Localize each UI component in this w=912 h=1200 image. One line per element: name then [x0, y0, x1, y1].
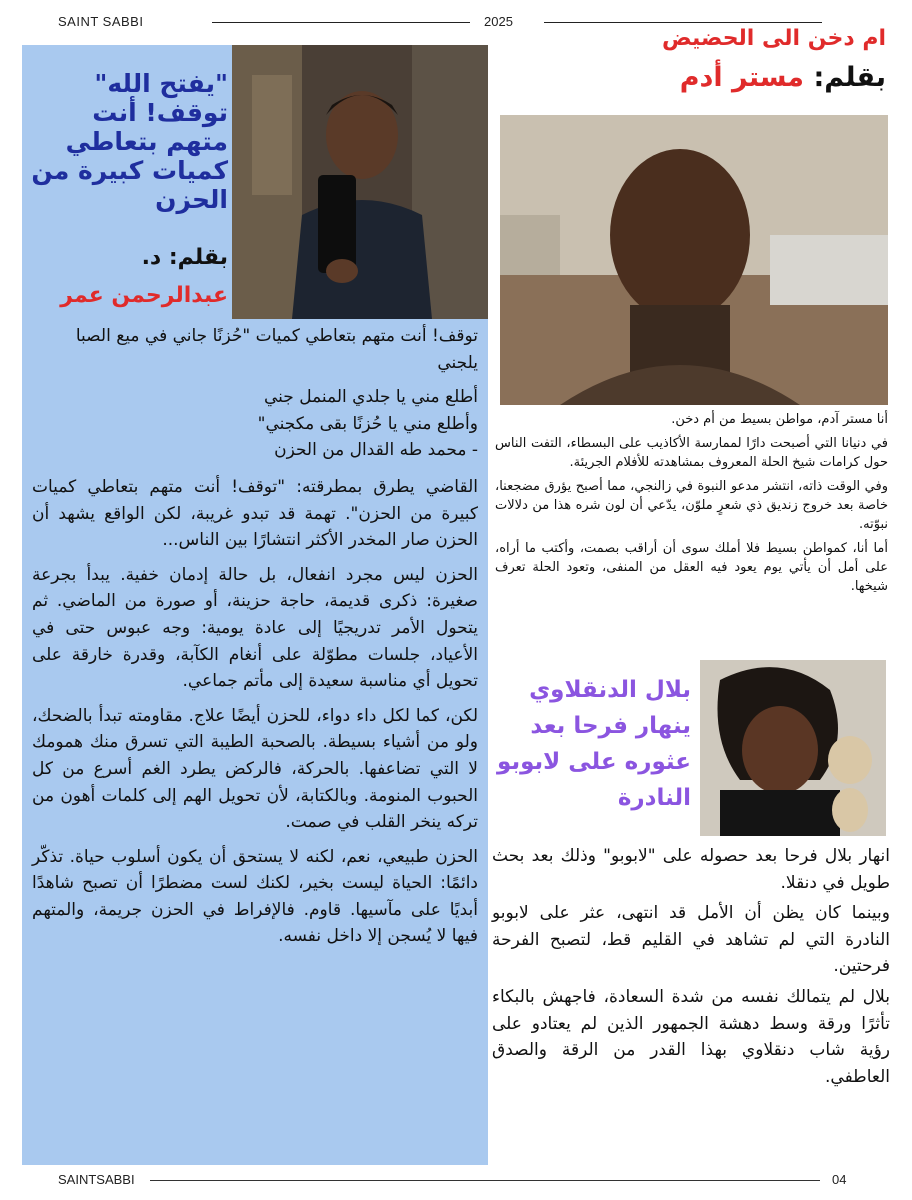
- right-byline-name: مستر أدم: [679, 62, 805, 93]
- header-rule-right: [544, 22, 822, 23]
- right-kicker: ام دخن الى الحضيض: [662, 26, 886, 51]
- bilal-headline: بلال الدنقلاوي ينهار فرحا بعد عثوره على لابوبو النادرة: [497, 677, 691, 811]
- left-byline-name: عبدالرحمن عمر: [60, 283, 228, 308]
- left-paragraph-3: لكن، كما لكل داء دواء، للحزن أيضًا علاج. مقاومته تبدأ بالضحك، ولو من أشياء بسيطة. بالصحبة الطيبة التي تسرق منك همومك لا التي تضاعفها. بالحركة، فالركض يطرد الغم أسرع من كل الحبوب المنومة. وبالكتابة، لأن تحويل الهم إلى كلمات أهون من تركه ينخر القلب في صمت.: [32, 705, 478, 833]
- header-rule-left: [212, 22, 470, 23]
- left-poem: [32, 384, 478, 464]
- mr-adam-photo: [500, 115, 888, 405]
- right-byline-prefix: بقلم:: [813, 62, 886, 93]
- author-portrait-illustration: [232, 45, 488, 319]
- left-article-panel: [22, 45, 488, 1165]
- bilal-illustration: [700, 660, 886, 836]
- right-paragraph-2: في دنيانا التي أصبحت دارًا لممارسة الأكاذيب على البسطاء، التفت الناس حول كرامات شيخ الحلة المعروف بمشاهدته للأفلام الجريئة.: [495, 436, 888, 470]
- bilal-article-body: [492, 843, 890, 1094]
- bilal-paragraph-3: بلال لم يتمالك نفسه من شدة السعادة، فاجهش بالبكاء تأثرًا ورقة وسط دهشة الجمهور الذين لم يعتادو على رؤية شاب دنقلاوي بهذا القدر من الرقة والصدق العاطفي.: [492, 986, 890, 1087]
- poem-line-1: أطلع مني يا جلدي المنمل جني: [263, 387, 478, 408]
- mr-adam-illustration: [500, 115, 888, 405]
- footer-rule: [150, 1180, 820, 1181]
- left-paragraph-1: القاضي يطرق بمطرقته: "توقف! أنت متهم بتعاطي كميات كبيرة من الحزن". تهمة قد تبدو غريبة، لكن الواقع يشهد أن الحزن صار المخدر الأكثر انتشارًا بين الناس...: [32, 476, 478, 551]
- bilal-paragraph-1: انهار بلال فرحا بعد حصوله على "لابوبو" وذلك بعد بحث طويل في دنقلا.: [492, 846, 890, 893]
- right-byline: [500, 62, 886, 93]
- bilal-photo: [700, 660, 886, 836]
- left-paragraph-2: الحزن ليس مجرد انفعال، بل حالة إدمان خفية. يبدأ بجرعة صغيرة: ذكرى قديمة، حاجة حزينة، أو صورة من الماضي. ثم يتحول الأمر تدريجيًا إلى عادة يومية: وجه عبوس حتى في الأعياد، جلسات مطوّلة على أنغام الكآبة، وقدرة خارقة على تحويل أي مناسبة سعيدة إلى مأتم جماعي.: [32, 564, 478, 692]
- left-headline: "يفتح الله" توقف! أنت متهم بتعاطي كميات كبيرة من الحزن: [31, 69, 228, 214]
- right-paragraph-3: وفي الوقت ذاته، انتشر مدعو النبوة في زالنجي، مما أصبح يؤرق مضجعنا، خاصة بعد خروج زنديق ذي شعرٍ ملوّن، يدّعي أن لون شره هذا من دلالات نبوّته.: [495, 479, 888, 532]
- right-paragraph-4: أما أنا، كمواطن بسيط فلا أملك سوى أن أراقب بصمت، وأكتب ما أراه، على أمل أن يأتي يوم يعود فيه العقل من المنفى، وتعود الحلة تعرف شيخها.: [495, 541, 888, 594]
- poem-line-2: وأطلع مني يا حُزنًا بقى مكجني": [257, 413, 478, 434]
- left-byline-prefix: بقلم: د.: [141, 245, 228, 270]
- left-intro: توقف! أنت متهم بتعاطي كميات "حُزنًا جاني في ميع الصبا يلجني: [75, 326, 478, 373]
- right-article-body: [495, 410, 888, 601]
- left-paragraph-4: الحزن طبيعي، نعم، لكنه لا يستحق أن يكون أسلوب حياة. تذكّر دائمًا: الحياة ليست بخير، لكنك لست مضطرًا أن تصبح شاهدًا أبديًا على مآسيها. قاوم. فالإفراط في الحزن جريمة، والمتهم فيها لا يُسجن إلا داخل نفسه.: [32, 846, 478, 947]
- issue-year: 2025: [484, 14, 513, 29]
- left-article-body: [32, 323, 478, 958]
- author-portrait-photo: [232, 45, 488, 319]
- poem-credit: - محمد طه القدال من الحزن: [274, 440, 478, 461]
- page-number: 04: [832, 1172, 847, 1187]
- bilal-paragraph-2: وبينما كان يظن أن الأمل قد انتهى، عثر على لابوبو النادرة التي لم تشاهد في القليم قط، لتصبح الفرحة فرحتين.: [492, 903, 890, 977]
- right-paragraph-1: أنا مستر آدم، مواطن بسيط من أم دخن.: [671, 412, 888, 427]
- magazine-brand: SAINT SABBI: [58, 14, 144, 29]
- footer-brand: SAINTSABBI: [58, 1172, 135, 1187]
